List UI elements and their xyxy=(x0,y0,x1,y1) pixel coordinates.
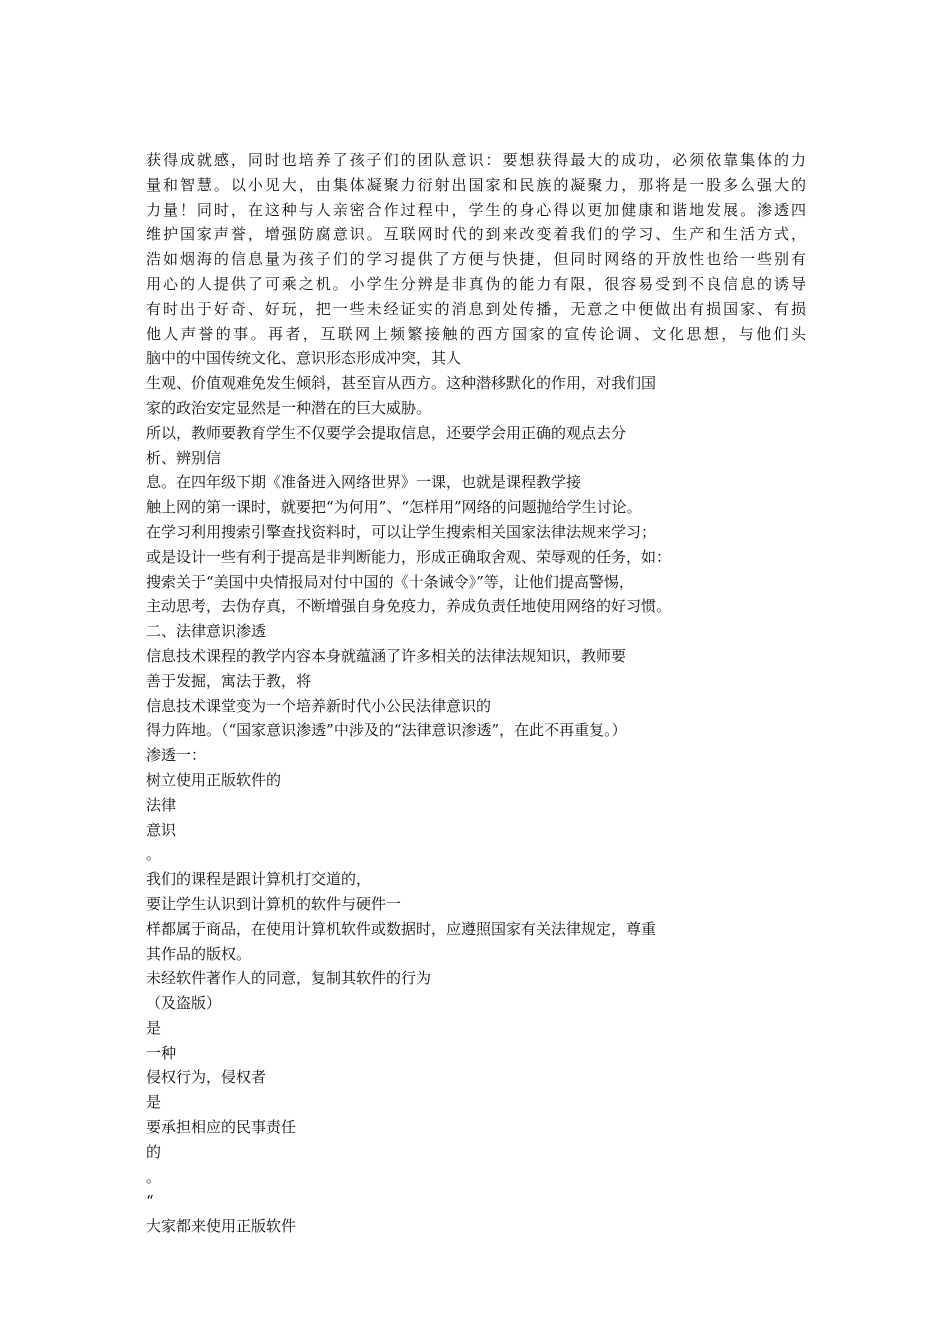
text-line: 用心的人提供了可乘之机。小学生分辨是非真伪的能力有限，很容易受到不良信息的诱导 xyxy=(146,274,806,293)
text-line: 析、辨别信 xyxy=(146,448,222,467)
text-line: 触上网的第一课时，就要把“为何用”、“怎样用”网络的问题抛给学生讨论。 xyxy=(146,498,642,517)
text-line: 信息技术课程的教学内容本身就蕴涵了许多相关的法律法规知识，教师要 xyxy=(146,646,627,665)
text-line: 树立使用正版软件的 xyxy=(146,770,282,789)
text-line: 浩如烟海的信息量为孩子们的学习提供了方便与快捷，但同时网络的开放性也给一些别有 xyxy=(146,250,806,269)
text-line: 搜索关于“美国中央情报局对付中国的《十条诫令》”等，让他们提高警惕， xyxy=(146,572,634,591)
text-line: 的 xyxy=(146,1142,162,1161)
text-line: 其作品的版权。 xyxy=(146,944,252,963)
text-line: 法律 xyxy=(146,795,177,814)
text-line: 主动思考，去伪存真，不断增强自身免疫力，养成负责任地使用网络的好习惯。 xyxy=(146,597,672,616)
text-line: 量和智慧。以小见大，由集体凝聚力衍射出国家和民族的凝聚力，那将是一股多么强大的 xyxy=(146,175,806,194)
text-line: 样都属于商品，在使用计算机软件或数据时，应遵照国家有关法律规定，尊重 xyxy=(146,919,657,938)
text-line: “ xyxy=(146,1192,154,1211)
text-line: 有时出于好奇、好玩，把一些未经证实的消息到处传播，无意之中便做出有损国家、有损 xyxy=(146,299,806,318)
text-line: 未经软件著作人的同意，复制其软件的行为 xyxy=(146,969,432,988)
text-line: 得力阵地。（“国家意识渗透”中涉及的“法律意识渗透”，在此不再重复。） xyxy=(146,721,627,740)
text-line: 所以，教师要教育学生不仅要学会提取信息，还要学会用正确的观点去分 xyxy=(146,423,627,442)
text-line: 他人声誉的事。再者，互联网上频繁接触的西方国家的宣传论调、文化思想，与他们头 xyxy=(146,324,806,343)
text-line: 家的政治安定显然是一种潜在的巨大威胁。 xyxy=(146,398,432,417)
text-line: 大家都来使用正版软件 xyxy=(146,1217,297,1236)
text-line: 信息技术课堂变为一个培养新时代小公民法律意识的 xyxy=(146,696,492,715)
text-line: 是 xyxy=(146,1093,162,1112)
text-line: 侵权行为，侵权者 xyxy=(146,1068,267,1087)
text-line: 力量！同时，在这种与人亲密合作过程中，学生的身心得以更加健康和谐地发展。渗透四 xyxy=(146,200,806,219)
document-body xyxy=(146,148,806,1239)
text-line: 。 xyxy=(146,1167,162,1186)
text-line: 在学习利用搜索引擎查找资料时，可以让学生搜索相关国家法律法规来学习； xyxy=(146,522,657,541)
text-line: （及盗版） xyxy=(146,994,222,1013)
text-line: 或是设计一些有利于提高是非判断能力，形成正确取舍观、荣辱观的任务，如： xyxy=(146,547,672,566)
text-line: 。 xyxy=(146,845,162,864)
text-line: 要承担相应的民事责任 xyxy=(146,1118,297,1137)
text-line: 要让学生认识到计算机的软件与硬件一 xyxy=(146,894,402,913)
text-line: 生观、价值观难免发生倾斜，甚至盲从西方。这种潜移默化的作用，对我们国 xyxy=(146,374,657,393)
text-line: 善于发掘，寓法于教，将 xyxy=(146,671,312,690)
subsection-heading: 渗透一： xyxy=(146,746,207,765)
text-line: 获得成就感，同时也培养了孩子们的团队意识：要想获得最大的成功，必须依靠集体的力 xyxy=(146,151,806,169)
text-line: 脑中的中国传统文化、意识形态形成冲突，其人 xyxy=(146,349,462,368)
text-line: 维护国家声誉，增强防腐意识。互联网时代的到来改变着我们的学习、生产和生活方式， xyxy=(146,225,806,244)
text-line: 是 xyxy=(146,1018,162,1037)
text-line: 息。在四年级下期《准备进入网络世界》一课，也就是课程教学接 xyxy=(146,473,582,492)
text-line: 我们的课程是跟计算机打交道的， xyxy=(146,870,372,889)
text-line: 一种 xyxy=(146,1043,177,1062)
text-line: 意识 xyxy=(146,820,177,839)
section-heading: 二、法律意识渗透 xyxy=(146,622,267,641)
